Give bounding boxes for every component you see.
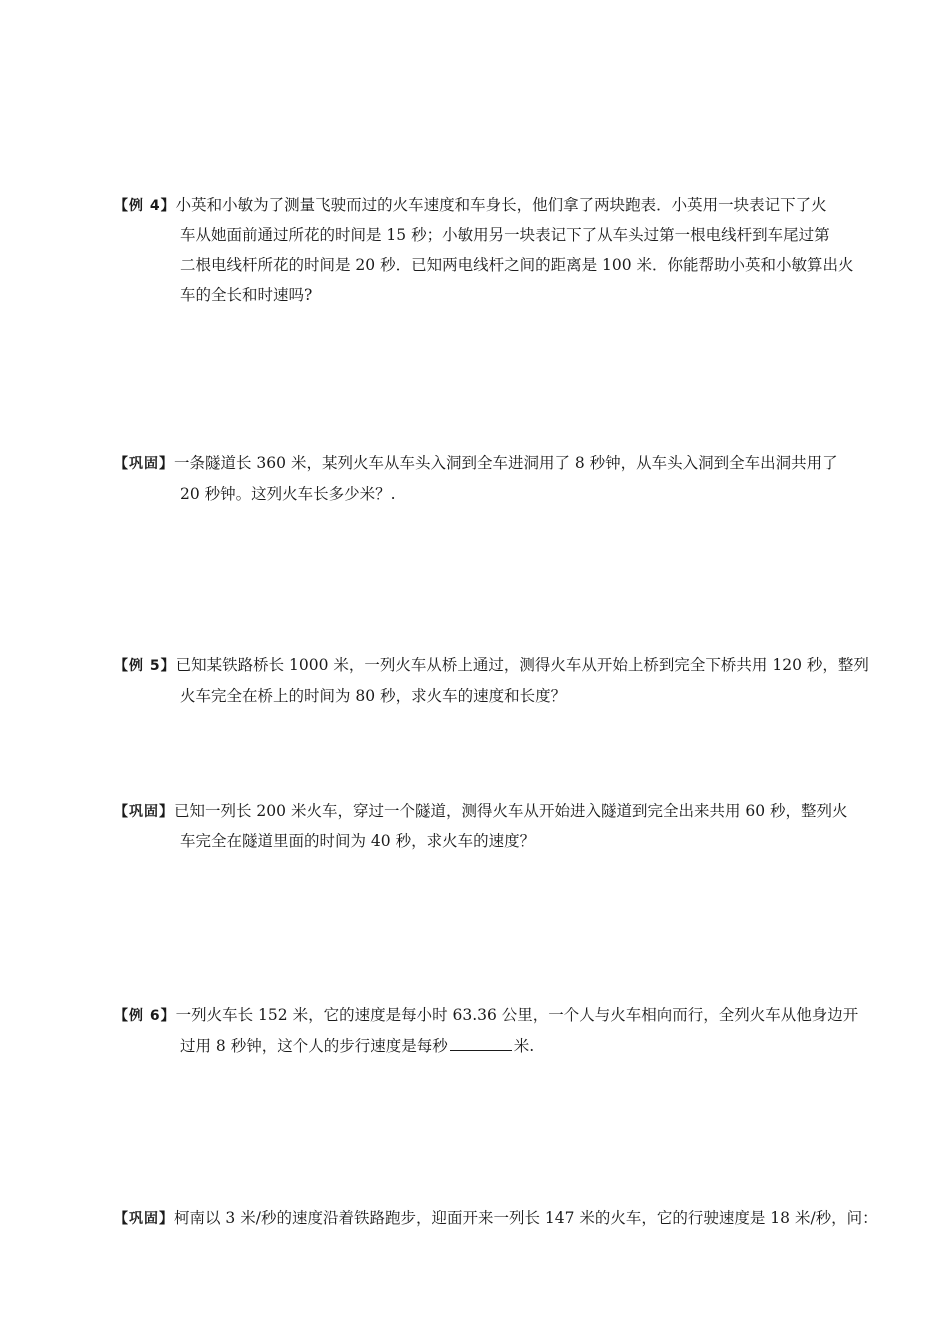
problem-line: 车完全在隧道里面的时间为 40 秒，求火车的速度？	[180, 832, 536, 850]
problem-text: 小英和小敏为了测量飞驶而过的火车速度和车身长，他们拿了两块跑表．小英用一块表记下了火	[175, 196, 827, 214]
problem-tag: 【巩固】	[114, 456, 174, 472]
problem-line: 车从她面前通过所花的时间是 15 秒；小敏用另一块表记下了从车头过第一根电线杆到车尾过第	[180, 226, 830, 244]
problem-tag: 【例 5】	[114, 658, 176, 674]
problem-text: 已知一列长 200 米火车，穿过一个隧道，测得火车从开始进入隧道到完全出来共用 60 秒，整列火	[174, 802, 848, 820]
problem-line: 二根电线杆所花的时间是 20 秒．已知两电线杆之间的距离是 100 米．你能帮助小英和小敏算出火	[180, 256, 854, 274]
problem-text: 柯南以 3 米/秒的速度沿着铁路跑步，迎面开来一列长 147 米的火车，它的行驶速度是 18 米/秒，问：	[174, 1209, 878, 1227]
problem-tag: 【巩固】	[114, 1211, 174, 1227]
problem-line	[180, 1036, 534, 1056]
problem-text: 一列火车长 152 米，它的速度是每小时 63.36 公里，一个人与火车相向而行，全列火车从他身边开	[175, 1006, 859, 1024]
problem-line: 火车完全在桥上的时间为 80 秒，求火车的速度和长度？	[180, 687, 567, 705]
problem-text: 已知某铁路桥长 1000 米，一列火车从桥上通过，测得火车从开始上桥到完全下桥共用 120 秒，整列	[175, 656, 869, 674]
problem-line: 车的全长和时速吗?	[180, 286, 313, 304]
problem-line: 20 秒钟。这列火车长多少米？.	[180, 485, 396, 503]
problem-text: 过用 8 秒钟，这个人的步行速度是每秒	[180, 1037, 448, 1055]
problem-line	[114, 453, 838, 474]
problem-line	[114, 655, 869, 676]
problem-text: 米.	[513, 1037, 535, 1055]
problem-line	[114, 1005, 858, 1026]
problem-line	[114, 801, 848, 822]
problem-line	[114, 195, 827, 216]
problem-tag: 【巩固】	[114, 804, 174, 820]
answer-blank[interactable]	[450, 1036, 512, 1051]
problem-line	[114, 1208, 878, 1229]
problem-tag: 【例 6】	[114, 1008, 176, 1024]
problem-text: 一条隧道长 360 米，某列火车从车头入洞到全车进洞用了 8 秒钟，从车头入洞到全车出洞共用了	[174, 454, 838, 472]
problem-tag: 【例 4】	[114, 198, 176, 214]
